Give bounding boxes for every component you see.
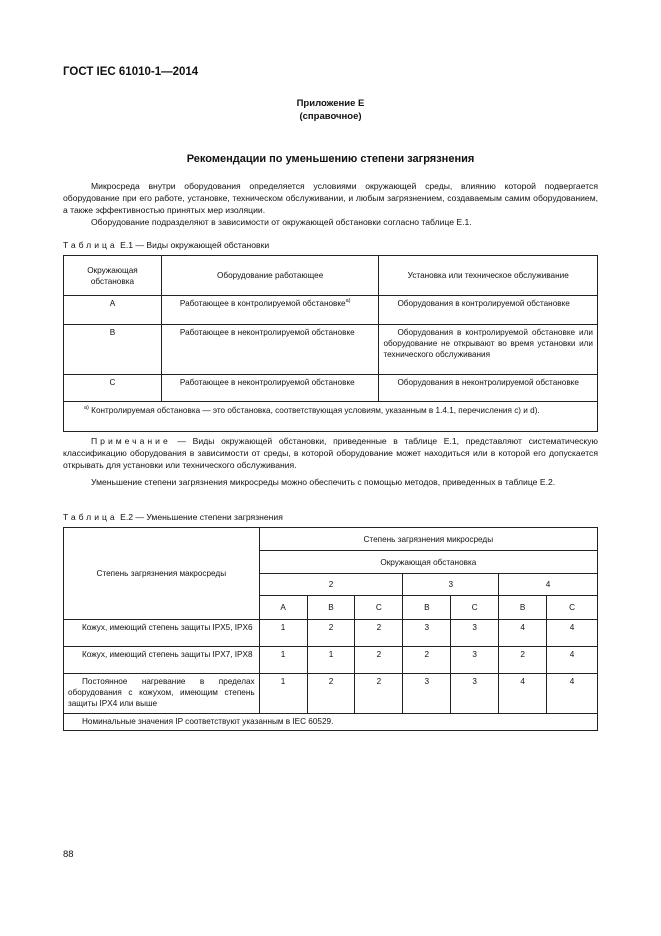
- table2-sub-header: Окружающая обстановка: [259, 551, 597, 574]
- footnote-text: Контролируемая обстановка — это обстановка, соответствующая условиям, указанным в 1.4.1, перечисления c) и d).: [91, 406, 540, 415]
- intro-paragraph-2: [63, 216, 598, 228]
- table1-header-work: Оборудование работающее: [161, 256, 379, 296]
- service-text: Оборудования в неконтролируемой обстановке: [397, 378, 579, 387]
- row-label-text: Кожух, имеющий степень защиты IPX5, IPX6: [82, 623, 253, 632]
- value-cell: 3: [403, 674, 451, 714]
- value-cell: 3: [451, 620, 499, 647]
- env-header: B: [307, 596, 355, 620]
- value-cell: 4: [547, 647, 598, 674]
- table1-footnote-row: [64, 402, 598, 432]
- table2-footer-row: [64, 714, 598, 731]
- table1-header-env: Окружающая обстановка: [64, 256, 162, 296]
- value-cell: 2: [403, 647, 451, 674]
- service-text: Оборудования в контролируемой обстановке или оборудование не открывают во время установки или технического обслуживания: [383, 328, 593, 359]
- value-cell: 1: [259, 647, 307, 674]
- document-header: ГОСТ IEC 61010-1—2014: [63, 66, 199, 78]
- env-header: B: [403, 596, 451, 620]
- appendix-title: Приложение E: [296, 98, 365, 109]
- table-row: [64, 620, 598, 647]
- degree-header: 3: [403, 574, 499, 596]
- table2-header-row-1: [64, 528, 598, 551]
- paragraph-3: [63, 476, 598, 488]
- table1-caption-text: E.1 — Виды окружающей обстановки: [120, 240, 270, 250]
- service-cell: [379, 325, 598, 375]
- value-cell: 2: [307, 674, 355, 714]
- service-text: Оборудования в контролируемой обстановке: [397, 299, 570, 308]
- env-header: A: [259, 596, 307, 620]
- work-text: Работающее в контролируемой обстановке: [179, 299, 346, 308]
- table1-footnote: [64, 402, 598, 432]
- table-row: [64, 647, 598, 674]
- work-cell: [161, 296, 379, 325]
- intro-text-2: Оборудование подразделяют в зависимости от окружающей обстановки согласно таблице E.1.: [91, 217, 472, 227]
- value-cell: 2: [355, 620, 403, 647]
- page-number: 88: [63, 849, 74, 860]
- row-label-text: Кожух, имеющий степень защиты IPX7, IPX8: [82, 650, 253, 659]
- table2-group-header: Степень загрязнения микросреды: [259, 528, 597, 551]
- footnote-mark: a): [84, 405, 89, 411]
- table2-caption-word: Таблица: [63, 512, 118, 522]
- intro-paragraph-1: [63, 180, 598, 216]
- row-label-text: Постоянное нагревание в пределах оборудования с кожухом, имеющим степень защиты IPX4 или выше: [68, 677, 255, 708]
- value-cell: 1: [307, 647, 355, 674]
- row-label: [64, 647, 260, 674]
- table2-footer: [64, 714, 598, 731]
- environment-table: [63, 255, 598, 432]
- value-cell: 4: [547, 674, 598, 714]
- paragraph-3-text: Уменьшение степени загрязнения микросреды можно обеспечить с помощью методов, приведенных в таблице E.2.: [91, 477, 556, 487]
- value-cell: 4: [499, 674, 547, 714]
- env-header: C: [547, 596, 598, 620]
- service-cell: [379, 375, 598, 402]
- pollution-reduction-table: [63, 527, 598, 731]
- value-cell: 2: [355, 674, 403, 714]
- table2-row-header: Степень загрязнения макросреды: [64, 528, 260, 620]
- table-row: [64, 325, 598, 375]
- work-cell: [161, 325, 379, 375]
- env-header: B: [499, 596, 547, 620]
- table1-header-service: Установка или техническое обслуживание: [379, 256, 598, 296]
- value-cell: 3: [403, 620, 451, 647]
- value-cell: 4: [499, 620, 547, 647]
- table2-caption: [63, 512, 283, 522]
- table-row: [64, 296, 598, 325]
- appendix-heading: [0, 97, 661, 123]
- value-cell: 3: [451, 647, 499, 674]
- degree-header: 4: [499, 574, 598, 596]
- degree-header: 2: [259, 574, 403, 596]
- table-row: [64, 375, 598, 402]
- value-cell: 2: [307, 620, 355, 647]
- table1-caption: [63, 240, 269, 250]
- value-cell: 1: [259, 674, 307, 714]
- env-cell: A: [64, 296, 162, 325]
- value-cell: 4: [547, 620, 598, 647]
- note-paragraph: [63, 435, 598, 471]
- appendix-subtitle: (справочное): [299, 111, 362, 122]
- value-cell: 2: [499, 647, 547, 674]
- value-cell: 1: [259, 620, 307, 647]
- env-cell: C: [64, 375, 162, 402]
- table2-caption-text: E.2 — Уменьшение степени загрязнения: [120, 512, 283, 522]
- footnote-marker: a): [345, 298, 351, 304]
- table1-header-row: [64, 256, 598, 296]
- table-row: [64, 674, 598, 714]
- note-text: — Виды окружающей обстановки, приведенные в таблице E.1, представляют систематическую классификацию оборудования в зависимости от среды, в которой оборудование может находиться или в которой его допускается открывать для установки или технического обслуживания.: [63, 436, 598, 470]
- work-cell: [161, 375, 379, 402]
- row-label: [64, 674, 260, 714]
- value-cell: 2: [355, 647, 403, 674]
- work-text: Работающее в неконтролируемой обстановке: [179, 378, 355, 387]
- row-label: [64, 620, 260, 647]
- table1-caption-word: Таблица: [63, 240, 118, 250]
- table2-footer-text: Номинальные значения IP соответствуют указанным в IEC 60529.: [82, 717, 334, 726]
- value-cell: 3: [451, 674, 499, 714]
- env-header: C: [451, 596, 499, 620]
- work-text: Работающее в неконтролируемой обстановке: [179, 328, 355, 337]
- env-header: C: [355, 596, 403, 620]
- section-title: Рекомендации по уменьшению степени загрязнения: [186, 153, 475, 165]
- intro-text-1: Микросреда внутри оборудования определяется условиями окружающей среды, влиянию которой подвергается оборудование при его работе, установке, техническом обслуживании, и любым загрязнением, создаваемым самим оборудованием, а также эффективностью принятых мер изоляции.: [63, 181, 598, 215]
- service-cell: [379, 296, 598, 325]
- note-label: Примечание: [91, 436, 171, 446]
- env-cell: B: [64, 325, 162, 375]
